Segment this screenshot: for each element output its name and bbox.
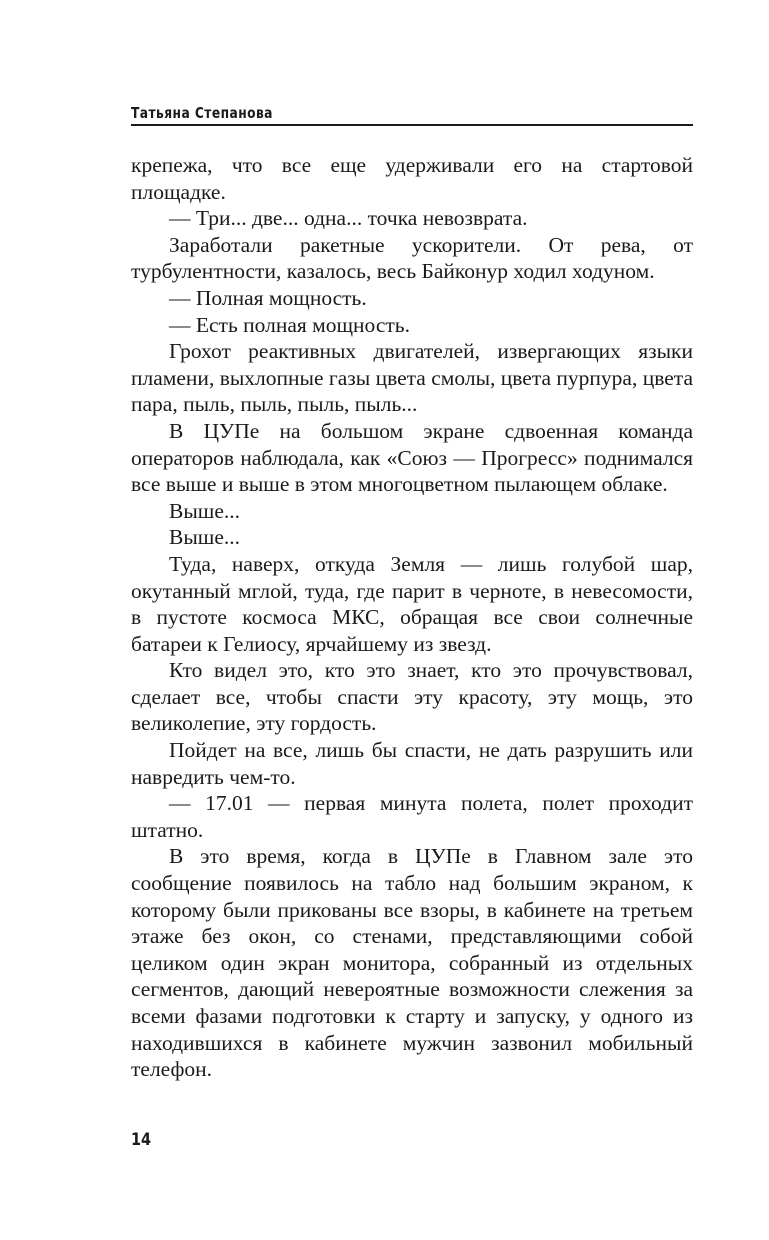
paragraph: Выше... — [169, 525, 241, 550]
running-head-author: Татьяна Степанова — [131, 104, 273, 122]
paragraph: — 17.01 — первая минута полета, полет проходит штатно. — [131, 791, 693, 842]
paragraph: Кто видел это, кто это знает, кто это прочувствовал, сделает все, чтобы спасти эту красоту, эту мощь, это великолепие, эту гордость. — [131, 658, 693, 736]
paragraph: — Есть полная мощность. — [169, 312, 410, 337]
paragraph: Выше... — [169, 498, 241, 523]
paragraph: Грохот реактивных двигателей, извергающих языки пламени, выхлопные газы цвета смолы, цвета пурпура, цвета пара, пыль, пыль, пыль, пыль... — [131, 339, 693, 417]
paragraph: Туда, наверх, откуда Земля — лишь голубой шар, окутанный мглой, туда, где парит в черноте, в невесомости, в пустоте космоса МКС, обращая все свои солнечные батареи к Гелиосу, ярчайшему из звезд. — [131, 551, 693, 656]
page-number: 14 — [131, 1130, 152, 1150]
paragraph: — Три... две... одна... точка невозврата. — [169, 206, 528, 231]
paragraph: крепежа, что все еще удерживали его на стартовой площадке. — [131, 153, 693, 204]
paragraph: Пойдет на все, лишь бы спасти, не дать разрушить или навредить чем-то. — [131, 738, 693, 789]
paragraph: В это время, когда в ЦУПе в Главном зале это сообщение появилось на табло над большим экраном, к которому были прикованы все взоры, в кабинете на третьем этаже без окон, со стенами, представляющими собой целиком один экран монитора, собранный из отдельных сегментов, дающий невероятные возможности слежения за всеми фазами подготовки к старту и запуску, у одного из находившихся в кабинете мужчин зазвонил мобильный телефон. — [131, 844, 693, 1082]
paragraph: В ЦУПе на большом экране сдвоенная команда операторов наблюдала, как «Союз — Прогресс» поднимался все выше и выше в этом многоцветном пылающем облаке. — [131, 418, 693, 497]
paragraph: — Полная мощность. — [169, 285, 367, 310]
header-rule — [131, 124, 693, 126]
body-text — [131, 152, 693, 1083]
paragraph: Заработали ракетные ускорители. От рева, от турбулентности, казалось, весь Байконур ходил ходуном. — [131, 232, 693, 284]
